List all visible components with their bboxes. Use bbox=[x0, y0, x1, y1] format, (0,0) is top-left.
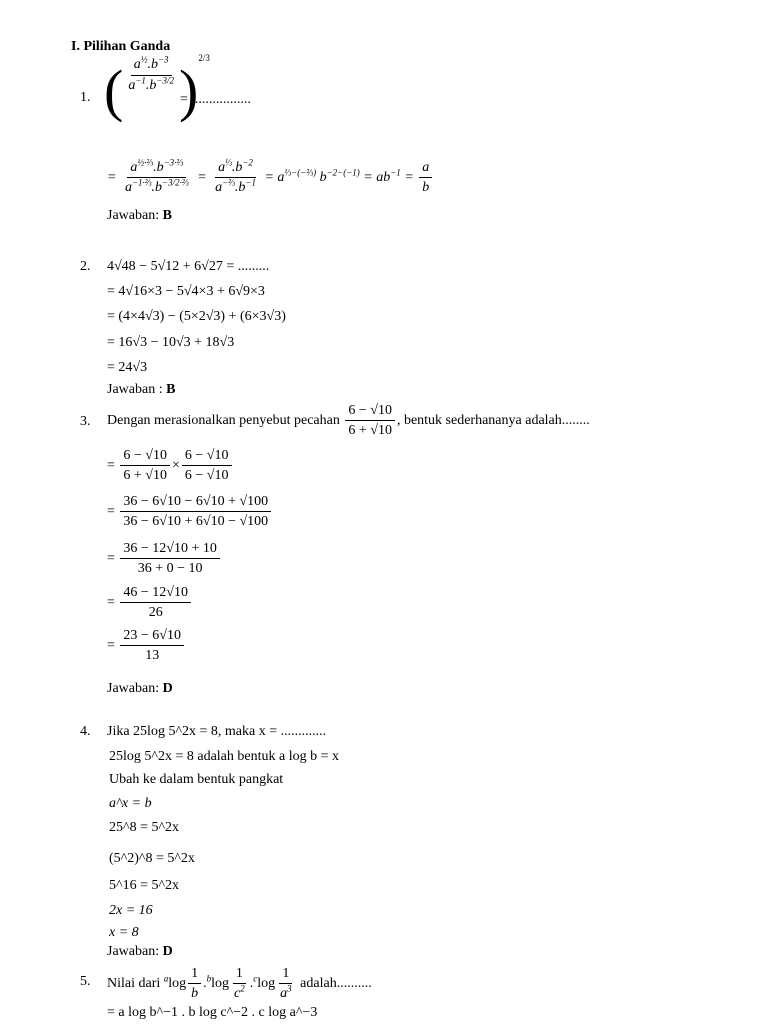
q4-line-6: 5^16 = 5^2x bbox=[109, 878, 180, 893]
q3-prompt: Dengan merasionalkan penyebut pecahan $\frac{6 - √10}{6 + √10}$ , bentuk sederhananya adalah........ bbox=[107, 403, 590, 439]
q1-number: 1. bbox=[80, 90, 91, 105]
q4-line-2: Ubah ke dalam bentuk pangkat bbox=[109, 772, 284, 787]
q3-step-4: = $\frac{46 - 12√10}{26}$ bbox=[107, 585, 193, 621]
q2-line-2: = 4√16×3 − 5√4×3 + 6√9×3 bbox=[107, 284, 265, 299]
q3-number: 3. bbox=[80, 414, 91, 429]
q3-answer: Jawaban: D bbox=[107, 681, 173, 696]
q5-prompt: Nilai dari $^a$log $\frac{1}{b}$ .$^b$log $\frac{1}{c^2}$ .$^c$log $\frac{1}{a^3}$ adalah.......... bbox=[107, 966, 372, 1002]
q4-number: 4. bbox=[80, 724, 91, 739]
q4-answer: Jawaban: D bbox=[107, 944, 173, 959]
q2-number: 2. bbox=[80, 259, 91, 274]
q3-step-3: = $\frac{36 - 12√10 + 10}{36 + 0 - 10}$ bbox=[107, 541, 222, 577]
q2-answer: Jawaban : B bbox=[107, 382, 176, 397]
q5-number: 5. bbox=[80, 974, 91, 989]
section-title: I. Pilihan Ganda bbox=[71, 39, 171, 54]
q4-line-4: 25^8 = 5^2x bbox=[109, 820, 180, 835]
q1-expression: ( $\frac{a^{\frac{1}{2}}.b^{-3}}{a^{-1}.b^{-3/2}}$ )$^{2/3}$ bbox=[104, 52, 210, 123]
q2-line-5: = 24√3 bbox=[107, 360, 148, 375]
q1-working: = $\frac{a^{\frac{1}{2}\cdot\frac{2}{3}}.b^{-3\cdot\frac{2}{3}}}{a^{-1\cdot\frac{2}{3}}.b^{-3/2\cdot\frac{2}{3}}}$ = $\frac{a^{\frac{1}{3}}.b^{-2}}{a^{-\frac{2}{3}}.b^{-1}}$ = $a^{\frac{1}{3}-(-\frac{2}{3})}$ $b^{-2-(-1)} = ab^{-1}$ = $\frac{a}{b}$ bbox=[107, 160, 434, 196]
q4-line-3: a^x = b bbox=[109, 796, 152, 811]
q3-step-1: = $\frac{6 - √10}{6 + √10}$ × $\frac{6 - √10}{6 - √10}$ bbox=[107, 448, 234, 484]
q1-answer: Jawaban: B bbox=[107, 208, 172, 223]
q4-line-5: (5^2)^8 = 5^2x bbox=[109, 851, 195, 866]
q4-line-7: 2x = 16 bbox=[109, 903, 153, 918]
q5-line-1: = a log b^−1 . b log c^−2 . c log a^−3 bbox=[107, 1005, 318, 1020]
q1-prompt-tail: = ................. bbox=[180, 92, 251, 107]
q2-line-3: = (4×4√3) − (5×2√3) + (6×3√3) bbox=[107, 309, 286, 324]
q2-line-1: 4√48 − 5√12 + 6√27 = ......... bbox=[107, 259, 270, 274]
q2-line-4: = 16√3 − 10√3 + 18√3 bbox=[107, 335, 235, 350]
q3-step-2: = $\frac{36 - 6√10 - 6√10 + √100}{36 - 6√10 + 6√10 - √100}$ bbox=[107, 494, 273, 530]
q3-step-5: = $\frac{23 - 6√10}{13}$ bbox=[107, 628, 186, 664]
q4-line-1: 25log 5^2x = 8 adalah bentuk a log b = x bbox=[109, 749, 339, 764]
q4-prompt: Jika 25log 5^2x = 8, maka x = ............. bbox=[107, 724, 327, 739]
q4-line-8: x = 8 bbox=[109, 925, 139, 940]
